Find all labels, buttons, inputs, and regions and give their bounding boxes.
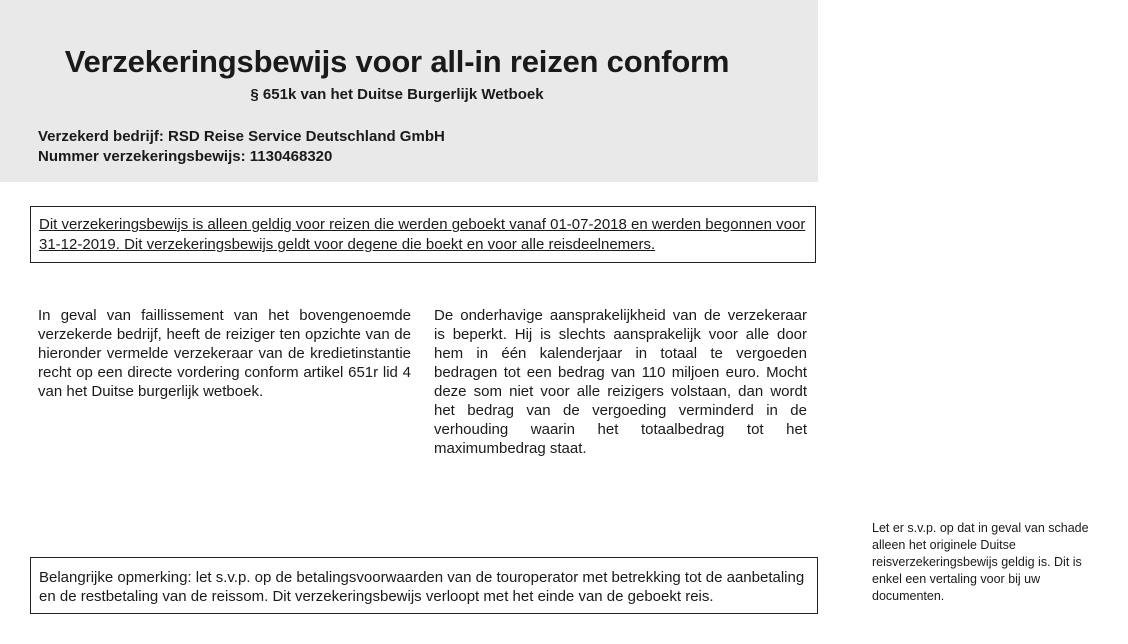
certificate-meta xyxy=(38,127,445,167)
insured-company: Verzekerd bedrijf: RSD Reise Service Deutschland GmbH xyxy=(38,128,445,145)
important-note-text: Belangrijke opmerking: let s.v.p. op de betalingsvoorwaarden van de touroperator met betrekking tot de aanbetaling en de restbetaling van de reissom. Dit verzekeringsbewijs verloopt met het einde van de geboekt reis. xyxy=(39,569,805,605)
document-title: Verzekeringsbewijs voor all-in reizen conform xyxy=(64,44,730,79)
validity-notice-box xyxy=(30,206,816,263)
important-note-box xyxy=(30,557,818,614)
header-band xyxy=(0,0,818,182)
validity-notice-text: Dit verzekeringsbewijs is alleen geldig voor reizen die werden geboekt vanaf 01-07-2018 en werden begonnen voor 31-12-2019. Dit verzekeringsbewijs geldt voor degene die boekt en voor alle reisdeelnemers. xyxy=(39,216,806,253)
claim-rights-paragraph: In geval van faillissement van het bovengenoemde verzekerde bedrijf, heeft de reiziger ten opzichte van de hieronder vermelde verzekeraar van de kredietinstantie recht op een directe vordering conform artikel 651r lid 4 van het Duitse burgerlijk wetboek. xyxy=(38,307,411,400)
translation-side-note: Let er s.v.p. op dat in geval van schade alleen het originele Duitse reisverzekeringsbewijs geldig is. Dit is enkel een vertaling voor bij uw documenten. xyxy=(872,521,1089,603)
document-subtitle: § 651k van het Duitse Burgerlijk Wetboek xyxy=(250,86,544,103)
certificate-number: Nummer verzekeringsbewijs: 1130468320 xyxy=(38,148,333,165)
liability-limit-paragraph: De onderhavige aansprakelijkheid van de verzekeraar is beperkt. Hij is slechts aansprakelijk voor alle door hem in één kalenderjaar in totaal te vergoeden bedragen tot een bedrag van 110 miljoen euro. Mocht deze som niet voor alle reizigers volstaan, dan wordt het bedrag van de vergoeding verminderd in de verhouding waarin het totaalbedrag tot het maximumbedrag staat. xyxy=(434,307,807,457)
